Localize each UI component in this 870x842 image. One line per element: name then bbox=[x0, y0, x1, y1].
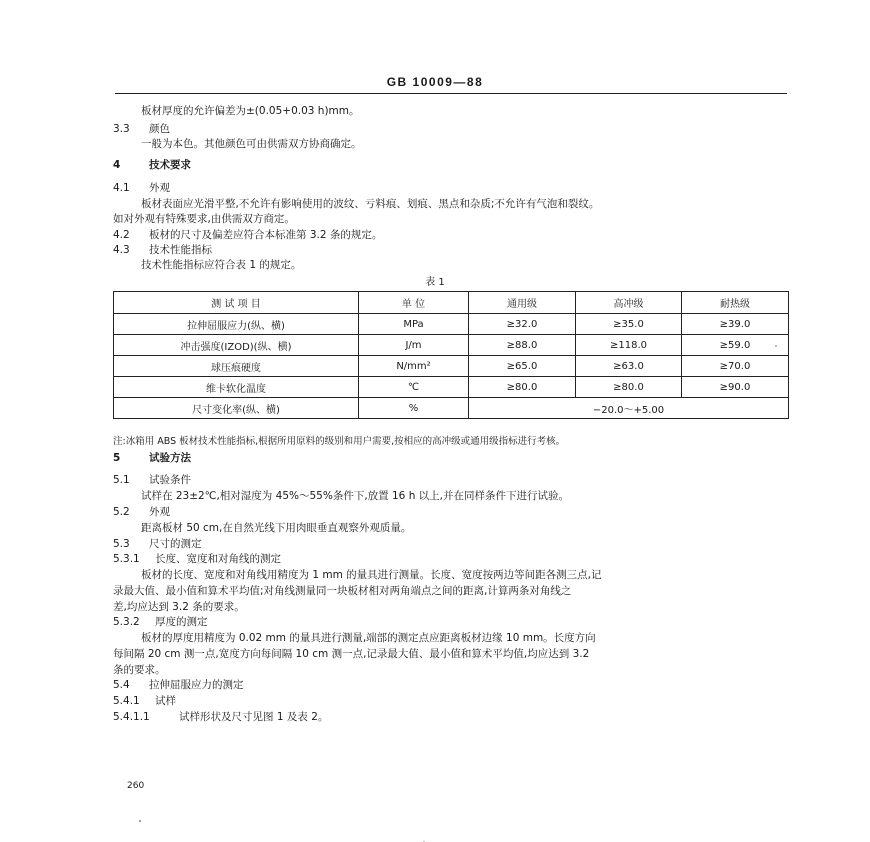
appearance-text-cont: 如对外观有特殊要求,由供需双方商定。 bbox=[113, 213, 295, 225]
table-cell: 维卡软化温度 bbox=[114, 377, 359, 398]
clause-number: 5.4.1.1 bbox=[113, 711, 150, 723]
clause-title: 厚度的测定 bbox=[155, 616, 208, 628]
table-cell: ≥63.0 bbox=[576, 356, 682, 377]
table-note: 注:冰箱用 ABS 板材技术性能指标,根据所用原料的级别和用户需要,按相应的高冲级或通用级指标进行考核。 bbox=[113, 436, 566, 447]
clause-number: 4.3 bbox=[113, 244, 130, 256]
clause-number: 5.4.1 bbox=[113, 695, 140, 707]
table-cell: ≥88.0 bbox=[469, 335, 576, 356]
header-cell: 耐热级 bbox=[682, 292, 789, 314]
clause-number: 5.3 bbox=[113, 538, 130, 550]
clause-number: 4.2 bbox=[113, 229, 130, 241]
clause-number: 5.3.2 bbox=[113, 616, 140, 628]
header-cell: 通用级 bbox=[469, 292, 576, 314]
table-cell: ≥80.0 bbox=[469, 377, 576, 398]
section-title: 技术要求 bbox=[149, 159, 191, 171]
dimension-text-3: 差,均应达到 3.2 条的要求。 bbox=[113, 601, 245, 613]
table-cell: MPa bbox=[359, 314, 469, 335]
table-cell: J/m bbox=[359, 335, 469, 356]
thickness-text-1: 板材的厚度用精度为 0.02 mm 的量具进行测量,端部的测定点应距离板材边缘 10 mm。长度方向 bbox=[141, 632, 596, 644]
clause-number: 5.3.1 bbox=[113, 553, 140, 565]
clause-title: 拉伸屈服应力的测定 bbox=[149, 679, 244, 691]
header-cell: 高冲级 bbox=[576, 292, 682, 314]
test-condition-text: 试样在 23±2℃,相对湿度为 45%～55%条件下,放置 16 h 以上,并在同样条件下进行试验。 bbox=[141, 490, 570, 502]
table-cell: ≥35.0 bbox=[576, 314, 682, 335]
table-merged-cell: −20.0～+5.00 bbox=[469, 398, 789, 419]
clause-title: 尺寸的测定 bbox=[149, 538, 202, 550]
clause-title: 技术性能指标 bbox=[149, 244, 212, 256]
clause-title: 颜色 bbox=[149, 123, 170, 135]
table-cell: ℃ bbox=[359, 377, 469, 398]
section-title: 试验方法 bbox=[149, 452, 191, 464]
standard-header: GB 10009—88 bbox=[386, 75, 484, 89]
section-number: 4 bbox=[113, 159, 121, 171]
table-cell: N/mm² bbox=[359, 356, 469, 377]
table-cell: ≥70.0 bbox=[682, 356, 789, 377]
table-cell: ≥65.0 bbox=[469, 356, 576, 377]
clause-number: 5.4 bbox=[113, 679, 130, 691]
thickness-tolerance-line: 板材厚度的允许偏差为±(0.05+0.03 h)mm。 bbox=[141, 105, 360, 117]
table-cell: ≥32.0 bbox=[469, 314, 576, 335]
table-cell: 球压痕硬度 bbox=[114, 356, 359, 377]
clause-text: 板材的尺寸及偏差应符合本标准第 3.2 条的规定。 bbox=[149, 229, 383, 241]
table-cell: 冲击强度(IZOD)(纵、横) bbox=[114, 335, 359, 356]
visual-inspection-text: 距离板材 50 cm,在自然光线下用肉眼垂直观察外观质量。 bbox=[141, 522, 412, 534]
table-caption: 表 1 bbox=[425, 277, 445, 288]
appearance-text: 板材表面应光滑平整,不允许有影响使用的波纹、亏料痕、划痕、黑点和杂质;不允许有气泡和裂纹。 bbox=[141, 198, 600, 210]
table-cell: 尺寸变化率(纵、横) bbox=[114, 398, 359, 419]
table-reference-text: 技术性能指标应符合表 1 的规定。 bbox=[141, 259, 302, 271]
thickness-text-3: 条的要求。 bbox=[113, 664, 166, 676]
speck bbox=[139, 820, 141, 822]
page-number: 260 bbox=[127, 781, 145, 791]
table-cell: ≥80.0 bbox=[576, 377, 682, 398]
clause-title: 外观 bbox=[149, 182, 170, 194]
clause-title: 试样 bbox=[155, 695, 176, 707]
clause-title: 外观 bbox=[149, 506, 170, 518]
table-cell: ≥118.0 bbox=[576, 335, 682, 356]
dimension-text-2: 录最大值、最小值和算术平均值;对角线测量同一块板材相对两角端点之间的距离,计算两条对角线之 bbox=[113, 585, 572, 597]
table-cell: ≥90.0 bbox=[682, 377, 789, 398]
section-number: 5 bbox=[113, 452, 121, 464]
clause-number: 5.1 bbox=[113, 474, 130, 486]
clause-number: 3.3 bbox=[113, 123, 130, 135]
speck bbox=[775, 345, 777, 347]
thickness-text-2: 每间隔 20 cm 测一点,宽度方向每间隔 10 cm 测一点,记录最大值、最小值和算术平均值,均应达到 3.2 bbox=[113, 648, 590, 660]
table-cell: ≥59.0 bbox=[682, 335, 789, 356]
clause-title: 试验条件 bbox=[149, 474, 191, 486]
header-cell: 测 试 项 目 bbox=[114, 292, 359, 314]
clause-text: 试样形状及尺寸见图 1 及表 2。 bbox=[179, 711, 329, 723]
clause-title: 长度、宽度和对角线的测定 bbox=[155, 553, 281, 565]
table-cell: % bbox=[359, 398, 469, 419]
table-cell: 拉伸屈服应力(纵、横) bbox=[114, 314, 359, 335]
table-cell: ≥39.0 bbox=[682, 314, 789, 335]
color-text: 一般为本色。其他颜色可由供需双方协商确定。 bbox=[141, 138, 362, 150]
clause-number: 4.1 bbox=[113, 182, 130, 194]
dimension-text-1: 板材的长度、宽度和对角线用精度为 1 mm 的量具进行测量。长度、宽度按两边等间距各测三点,记 bbox=[141, 569, 602, 581]
clause-number: 5.2 bbox=[113, 506, 130, 518]
header-cell: 单 位 bbox=[359, 292, 469, 314]
